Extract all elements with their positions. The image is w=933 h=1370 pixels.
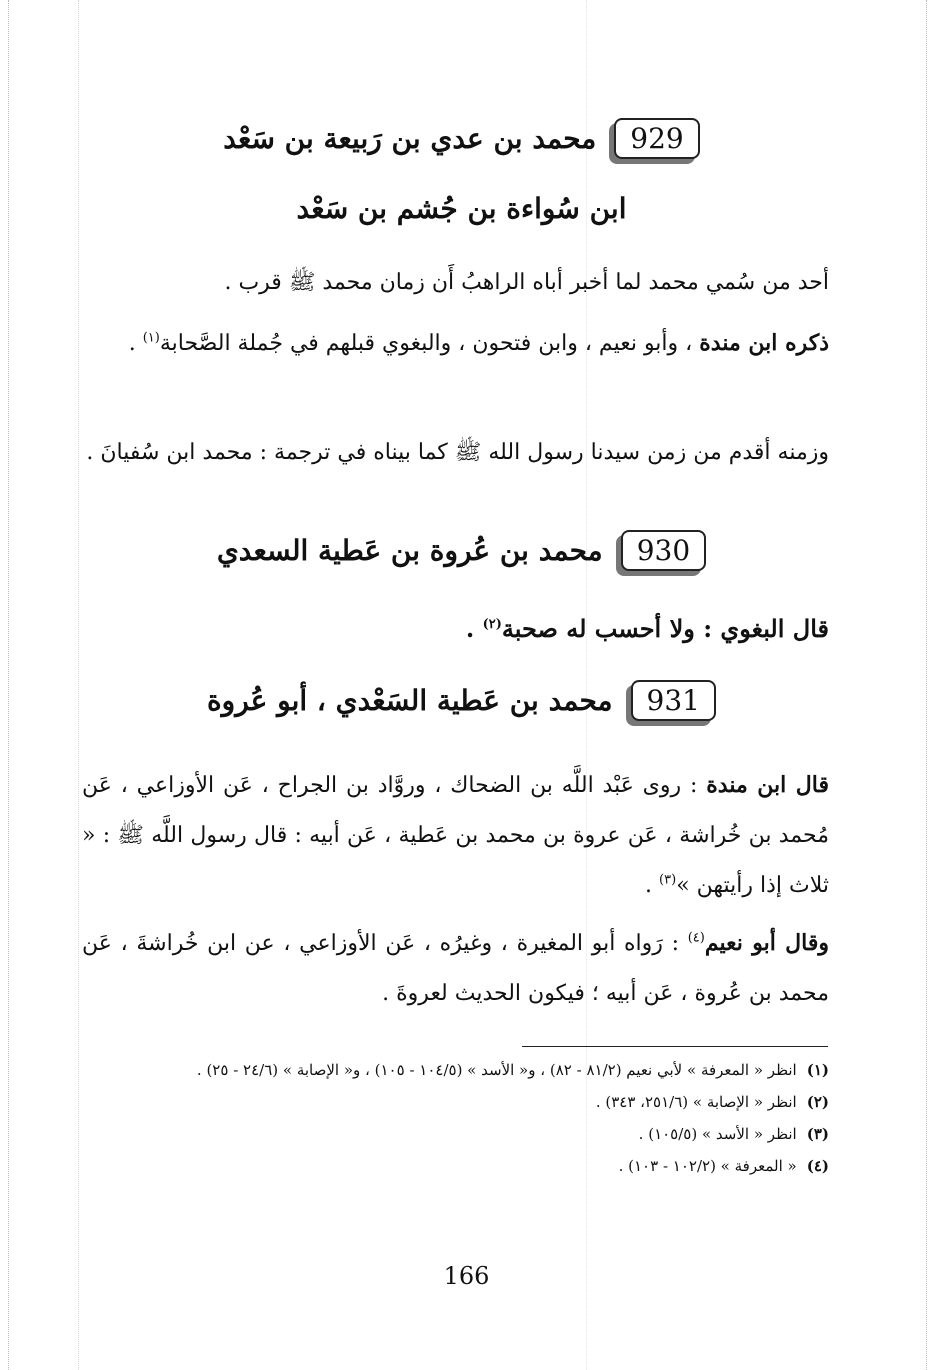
bold-lead: قال ابن مندة bbox=[706, 772, 829, 798]
footnote-key: (١) bbox=[806, 1061, 829, 1079]
entry-title-line2: ابن سُواءة بن جُشم بن سَعْد bbox=[296, 192, 627, 225]
paragraph-text: . bbox=[128, 331, 143, 356]
entry-heading-929 bbox=[100, 118, 823, 159]
paragraph-text: قال البغوي : ولا أحسب له صحبة bbox=[501, 614, 829, 643]
footnote-text: انظر « المعرفة » لأبي نعيم (٨١/٢ - ٨٢) ، و« الأسد » (١٠٤/٥ - ١٠٥) ، و« الإصابة » (٢٤/٦ - ٢٥) . bbox=[196, 1061, 797, 1079]
footnote-key: (٣) bbox=[806, 1125, 829, 1143]
footnote-ref: (٣) bbox=[659, 872, 677, 888]
paragraph-text: . bbox=[465, 614, 483, 643]
paragraph bbox=[82, 318, 829, 369]
paragraph bbox=[82, 428, 829, 478]
paragraph bbox=[82, 604, 829, 654]
footnote bbox=[82, 1150, 829, 1182]
entry-heading-931 bbox=[100, 680, 823, 721]
paragraph bbox=[82, 918, 829, 1019]
scan-margin-line bbox=[78, 0, 79, 1370]
footnote-text: انظر « الإصابة » (٢٥١/٦، ٣٤٣) . bbox=[595, 1093, 797, 1111]
paragraph-text: أحد من سُمي محمد لما أخبر أباه الراهبُ أَن زمان محمد ﷺ قرب . bbox=[224, 270, 829, 295]
footnotes bbox=[82, 1054, 829, 1182]
entry-number: 931 bbox=[631, 680, 716, 721]
footnote-key: (٤) bbox=[806, 1157, 829, 1175]
footnote-ref: (١) bbox=[142, 330, 160, 346]
paragraph bbox=[82, 258, 829, 308]
footnote bbox=[82, 1086, 829, 1118]
paragraph-text: : رَواه أبو المغيرة ، وغيرُه ، عَن الأوزاعي ، عن ابن خُراشةَ ، عَن محمد بن عُروة ، عَن أبيه ؛ فيكون الحديث لعروةَ . bbox=[82, 931, 829, 1006]
entry-number: 930 bbox=[621, 530, 706, 571]
paragraph-text: ، وأبو نعيم ، وابن فتحون ، والبغوي قبلهم في جُملة الصَّحابة bbox=[159, 331, 693, 356]
footnote-ref: (٢) bbox=[482, 617, 502, 632]
footnote-text: « المعرفة » (١٠٢/٢ - ١٠٣) . bbox=[618, 1157, 797, 1175]
footnote-separator bbox=[522, 1046, 828, 1047]
entry-heading-930 bbox=[100, 530, 823, 571]
footnote bbox=[82, 1054, 829, 1086]
scan-margin-line bbox=[926, 0, 927, 1370]
paragraph bbox=[82, 760, 829, 911]
entry-title: محمد بن عدي بن رَبيعة بن سَعْد bbox=[223, 122, 597, 155]
entry-title: محمد بن عَطية السَعْدي ، أبو عُروة bbox=[207, 684, 613, 717]
footnote bbox=[82, 1118, 829, 1150]
paragraph-text: : روى عَبْد اللَّه بن الضحاك ، وروَّاد بن الجراح ، عَن الأوزاعي ، عَن مُحمد بن خُراشة ، عَن عروة بن محمد بن عَطية ، عَن أبيه : قال رسول اللَّه ﷺ : « ثلاث إذا رأيتهن » bbox=[82, 773, 829, 898]
bold-lead: ذكره ابن مندة bbox=[699, 330, 829, 356]
bold-lead: وقال أبو نعيم bbox=[704, 930, 829, 956]
footnote-text: انظر « الأسد » (١٠٥/٥) . bbox=[638, 1125, 797, 1143]
footnote-ref: (٤) bbox=[687, 930, 705, 946]
entry-number: 929 bbox=[614, 118, 699, 159]
entry-title: محمد بن عُروة بن عَطية السعدي bbox=[216, 534, 603, 567]
footnote-key: (٢) bbox=[806, 1093, 829, 1111]
paragraph-text: . bbox=[645, 873, 660, 898]
scan-margin-line bbox=[8, 0, 9, 1370]
paragraph-text: وزمنه أقدم من زمن سيدنا رسول الله ﷺ كما بيناه في ترجمة : محمد ابن سُفيانَ . bbox=[86, 440, 829, 465]
page-number: 166 bbox=[443, 1262, 490, 1290]
